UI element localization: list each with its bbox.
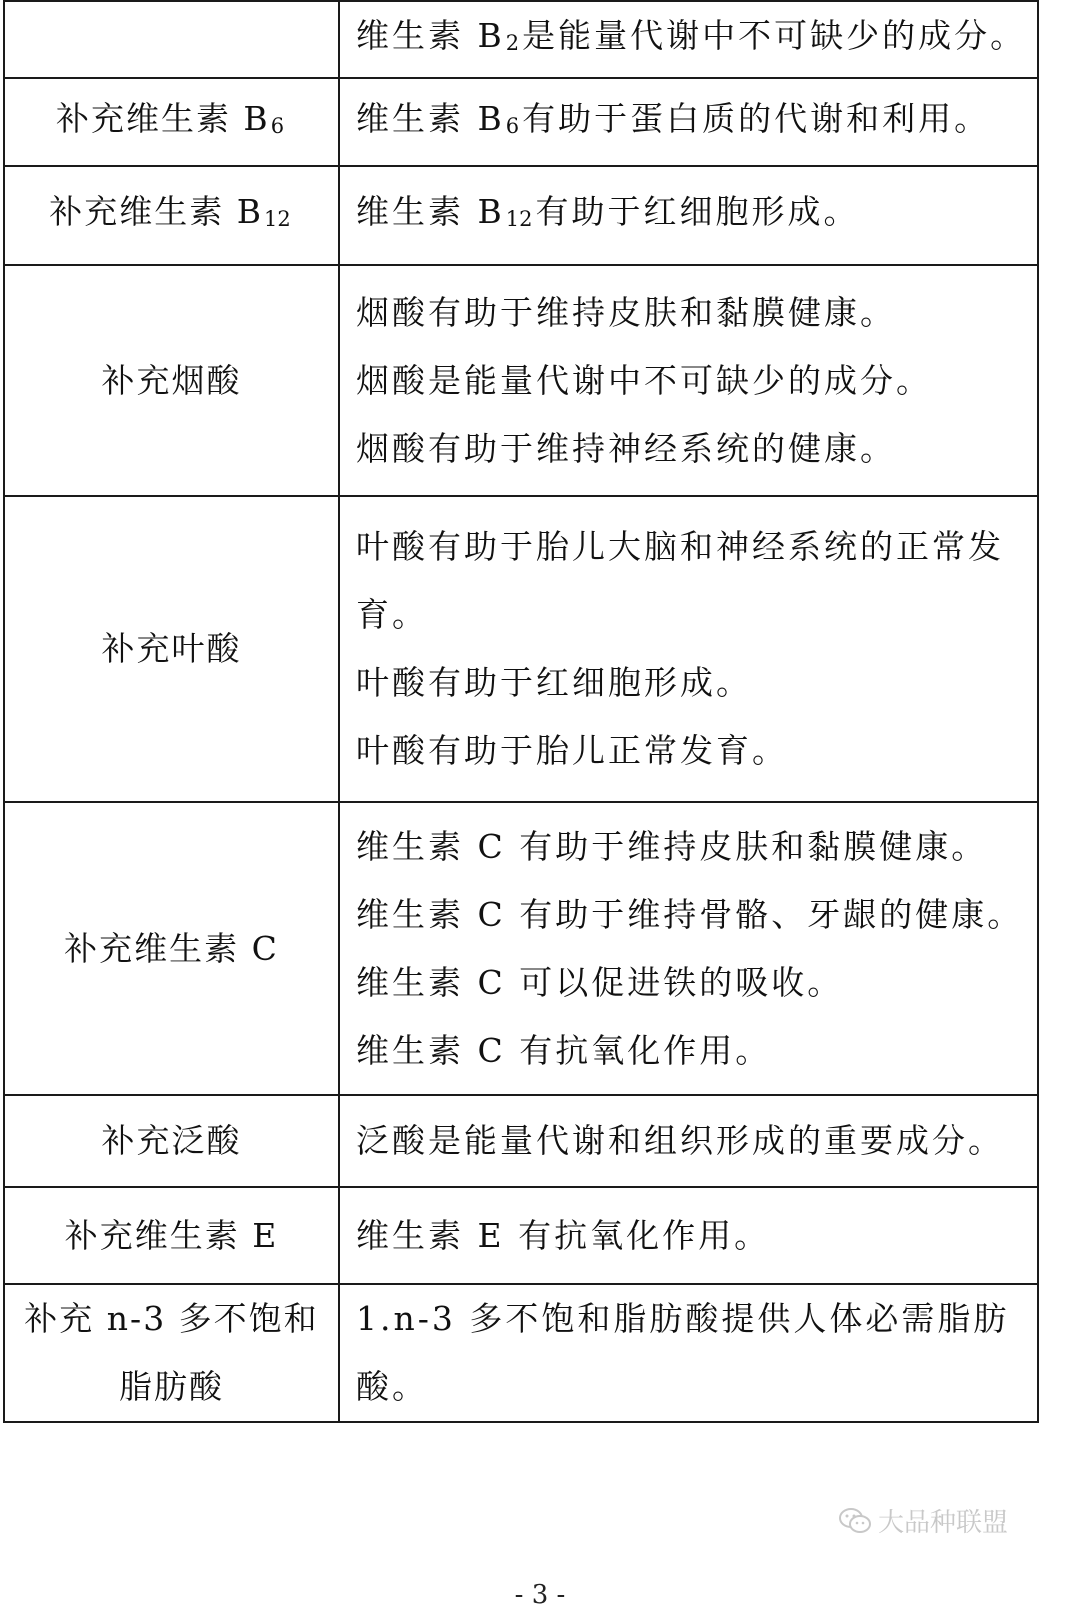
nutrient-cell: 补充叶酸 [4,496,339,802]
table-row [4,1095,1038,1187]
nutrient-cell: 补充烟酸 [4,265,339,496]
nutrient-cell: 补充维生素 E [4,1187,339,1284]
claim-line: 叶酸有助于胎儿正常发育。 [356,731,788,770]
table-row [4,802,1038,1095]
watermark-text: 大品种联盟 [877,1508,1008,1538]
nutrient-cell: 补充 n-3 多不饱和 脂肪酸 [4,1284,339,1422]
table-row [4,496,1038,802]
claim-line: 维生素 C 有抗氧化作用。 [356,1030,772,1070]
claim-line: 1.n-3 多不饱和脂肪酸提供人体必需脂肪酸。 [356,1299,1010,1406]
table-row [4,1,1038,78]
claim-cell [339,1,1038,78]
claim-line: 维生素 B6有助于蛋白质的代谢和利用。 [356,98,991,138]
claim-line: 烟酸是能量代谢中不可缺少的成分。 [356,360,932,400]
watermark [838,1502,1008,1539]
claim-line: 维生素 E 有抗氧化作用。 [356,1215,771,1255]
nutrient-cell: 补充维生素 B6 [4,78,339,166]
claim-line: 叶酸有助于胎儿大脑和神经系统的正常发育。 [356,527,1004,634]
claim-cell [339,265,1038,496]
nutrient-cell: 补充维生素 C [4,802,339,1095]
table-row [4,1284,1038,1422]
claim-line: 维生素 B12有助于红细胞形成。 [356,192,860,231]
claim-line: 烟酸有助于维持皮肤和黏膜健康。 [356,292,896,332]
claim-line: 烟酸有助于维持神经系统的健康。 [356,428,896,468]
table-row [4,265,1038,496]
claim-cell [339,802,1038,1095]
claim-cell [339,78,1038,166]
claim-line: 维生素 C 可以促进铁的吸收。 [356,962,844,1002]
claim-cell [339,496,1038,802]
wechat-icon [838,1507,872,1535]
claim-line: 维生素 C 有助于维持骨骼、牙龈的健康。 [356,894,1024,934]
nutrient-cell: 补充维生素 B12 [4,166,339,265]
nutrient-cell: 补充泛酸 [4,1095,339,1187]
claim-cell [339,1187,1038,1284]
claim-line: 维生素 B2是能量代谢中不可缺少的成分。 [356,16,1027,55]
claim-line: 泛酸是能量代谢和组织形成的重要成分。 [356,1121,1004,1160]
claim-cell [339,166,1038,265]
page-number: - 3 - [514,1580,566,1610]
table-row [4,166,1038,265]
claims-table [3,0,1039,1423]
claim-line: 叶酸有助于红细胞形成。 [356,663,752,702]
nutrient-cell [4,1,339,78]
claim-line: 维生素 C 有助于维持皮肤和黏膜健康。 [356,826,988,866]
claim-cell [339,1095,1038,1187]
table-row [4,78,1038,166]
claim-cell [339,1284,1038,1422]
table-row [4,1187,1038,1284]
